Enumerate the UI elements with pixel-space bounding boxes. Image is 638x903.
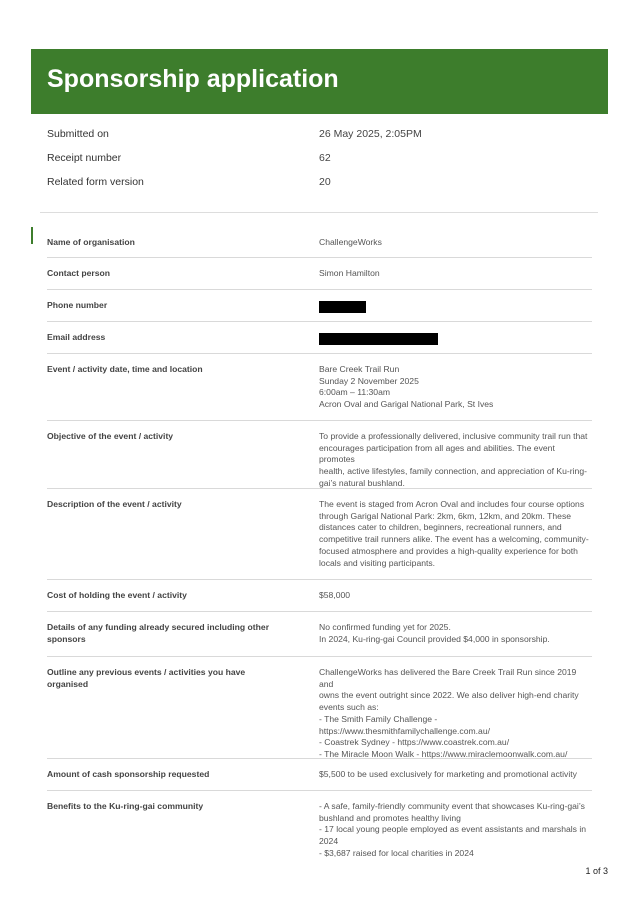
field-row-cost (47, 580, 592, 612)
field-value-line: - 17 local young people employed as event assistants and marshals in (319, 824, 587, 835)
field-value-line: 2024 (319, 836, 339, 847)
field-value-line: - The Smith Family Challenge - (319, 713, 438, 724)
field-row-objective (47, 421, 592, 489)
meta-value: 20 (319, 176, 331, 188)
section-divider (40, 212, 598, 213)
page-title: Sponsorship application (47, 65, 339, 93)
redaction-block (319, 301, 366, 313)
field-value-line: - The Miracle Moon Walk - https://www.miraclemoonwalk.com.au/ (319, 748, 568, 759)
field-label: Benefits to the Ku-ring-gai community (47, 801, 204, 811)
field-value (319, 237, 592, 249)
meta-value: 62 (319, 152, 331, 164)
field-row-event-date (47, 354, 592, 421)
field-label: Event / activity date, time and location (47, 364, 203, 374)
field-row-organisation (47, 227, 592, 258)
field-value-line: - $3,687 raised for local charities in 2024 (319, 847, 474, 858)
field-value-line: - A safe, family-friendly community event that showcases Ku-ring-gai’s (319, 801, 585, 811)
meta-value: 26 May 2025, 2:05PM (319, 128, 422, 140)
field-value (319, 667, 592, 761)
field-value-line: The event is staged from Acron Oval and includes four course options (319, 499, 585, 509)
field-value-line: $58,000 (319, 590, 351, 600)
page-number: 1 of 3 (585, 866, 608, 876)
field-value (319, 268, 592, 280)
field-label: Amount of cash sponsorship requested (47, 769, 210, 779)
field-value-line: Sunday 2 November 2025 (319, 375, 419, 386)
field-row-email (47, 322, 592, 354)
field-value (319, 364, 592, 411)
meta-label: Related form version (47, 176, 144, 188)
field-value-line: through Garigal National Park: 2km, 6km, 12km, and 20km. These (319, 510, 572, 521)
field-value (319, 801, 592, 860)
field-value-line: ChallengeWorks has delivered the Bare Creek Trail Run since 2019 and (319, 667, 577, 689)
field-value-line: encourages participation from all ages and abilities. The event promotes (319, 442, 555, 465)
field-row-phone (47, 290, 592, 322)
field-value-line: No confirmed funding yet for 2025. (319, 622, 451, 632)
meta-row-form-version (47, 176, 597, 200)
field-label: Cost of holding the event / activity (47, 590, 187, 600)
field-label: Contact person (47, 268, 111, 278)
field-value (319, 590, 592, 602)
field-value-line: Acron Oval and Garigal National Park, St Ives (319, 399, 494, 410)
field-value-line: competitive trail runners alike. The event has a welcoming, community- (319, 534, 589, 545)
field-row-previous-events (47, 657, 592, 759)
field-value-line: gai’s natural bushland. (319, 477, 405, 488)
field-value (319, 332, 592, 349)
field-row-contact (47, 258, 592, 290)
field-label: Name of organisation (47, 237, 135, 247)
header-banner (31, 49, 608, 114)
field-value (319, 499, 592, 569)
field-value-line: Bare Creek Trail Run (319, 364, 400, 374)
meta-row-submitted (47, 128, 597, 152)
field-value (319, 300, 592, 317)
field-value-line: To provide a professionally delivered, inclusive community trail run that (319, 431, 588, 441)
field-value-line: events such as: (319, 702, 379, 713)
field-value-line: - Coastrek Sydney - https://www.coastrek.com.au/ (319, 737, 510, 748)
field-value (319, 622, 592, 645)
field-row-cash-requested (47, 759, 592, 791)
field-row-benefits (47, 791, 592, 869)
field-value-line: $5,500 to be used exclusively for marketing and promotional activity (319, 769, 577, 779)
field-label: Objective of the event / activity (47, 431, 174, 441)
application-fields (47, 227, 592, 869)
meta-row-receipt (47, 152, 597, 176)
field-label: Description of the event / activity (47, 499, 182, 509)
field-value (319, 431, 592, 490)
text-cursor-marker (31, 227, 33, 244)
field-value-line: distances cater to children, beginners, recreational runners, and (319, 522, 562, 533)
field-value-line: health, active lifestyles, family connection, and appreciation of Ku-ring- (319, 466, 587, 477)
field-label: Outline any previous events / activities you have organised (47, 667, 246, 689)
meta-label: Submitted on (47, 128, 109, 140)
field-value-line: bushland and promotes healthy living (319, 812, 461, 823)
redaction-block (319, 333, 438, 345)
submission-meta (47, 128, 597, 200)
meta-label: Receipt number (47, 152, 122, 164)
field-value-line: locals and visiting participants. (319, 557, 436, 568)
field-value-line: 6:00am – 11:30am (319, 387, 391, 398)
field-label: Details of any funding already secured including other sponsors (47, 622, 270, 644)
field-value-line: https://www.thesmithfamilychallenge.com.au/ (319, 725, 490, 736)
field-row-funding (47, 612, 592, 657)
field-value-line: focused atmosphere and provides a high-quality experience for both (319, 545, 578, 556)
field-row-description (47, 489, 592, 580)
field-value (319, 769, 592, 781)
field-label: Email address (47, 332, 106, 342)
field-label: Phone number (47, 300, 108, 310)
field-value-line: owns the event outright since 2022. We also deliver high-end charity (319, 690, 579, 701)
field-value-line: Simon Hamilton (319, 268, 380, 278)
field-value-line: In 2024, Ku-ring-gai Council provided $4,000 in sponsorship. (319, 633, 550, 644)
field-value-line: ChallengeWorks (319, 237, 382, 247)
